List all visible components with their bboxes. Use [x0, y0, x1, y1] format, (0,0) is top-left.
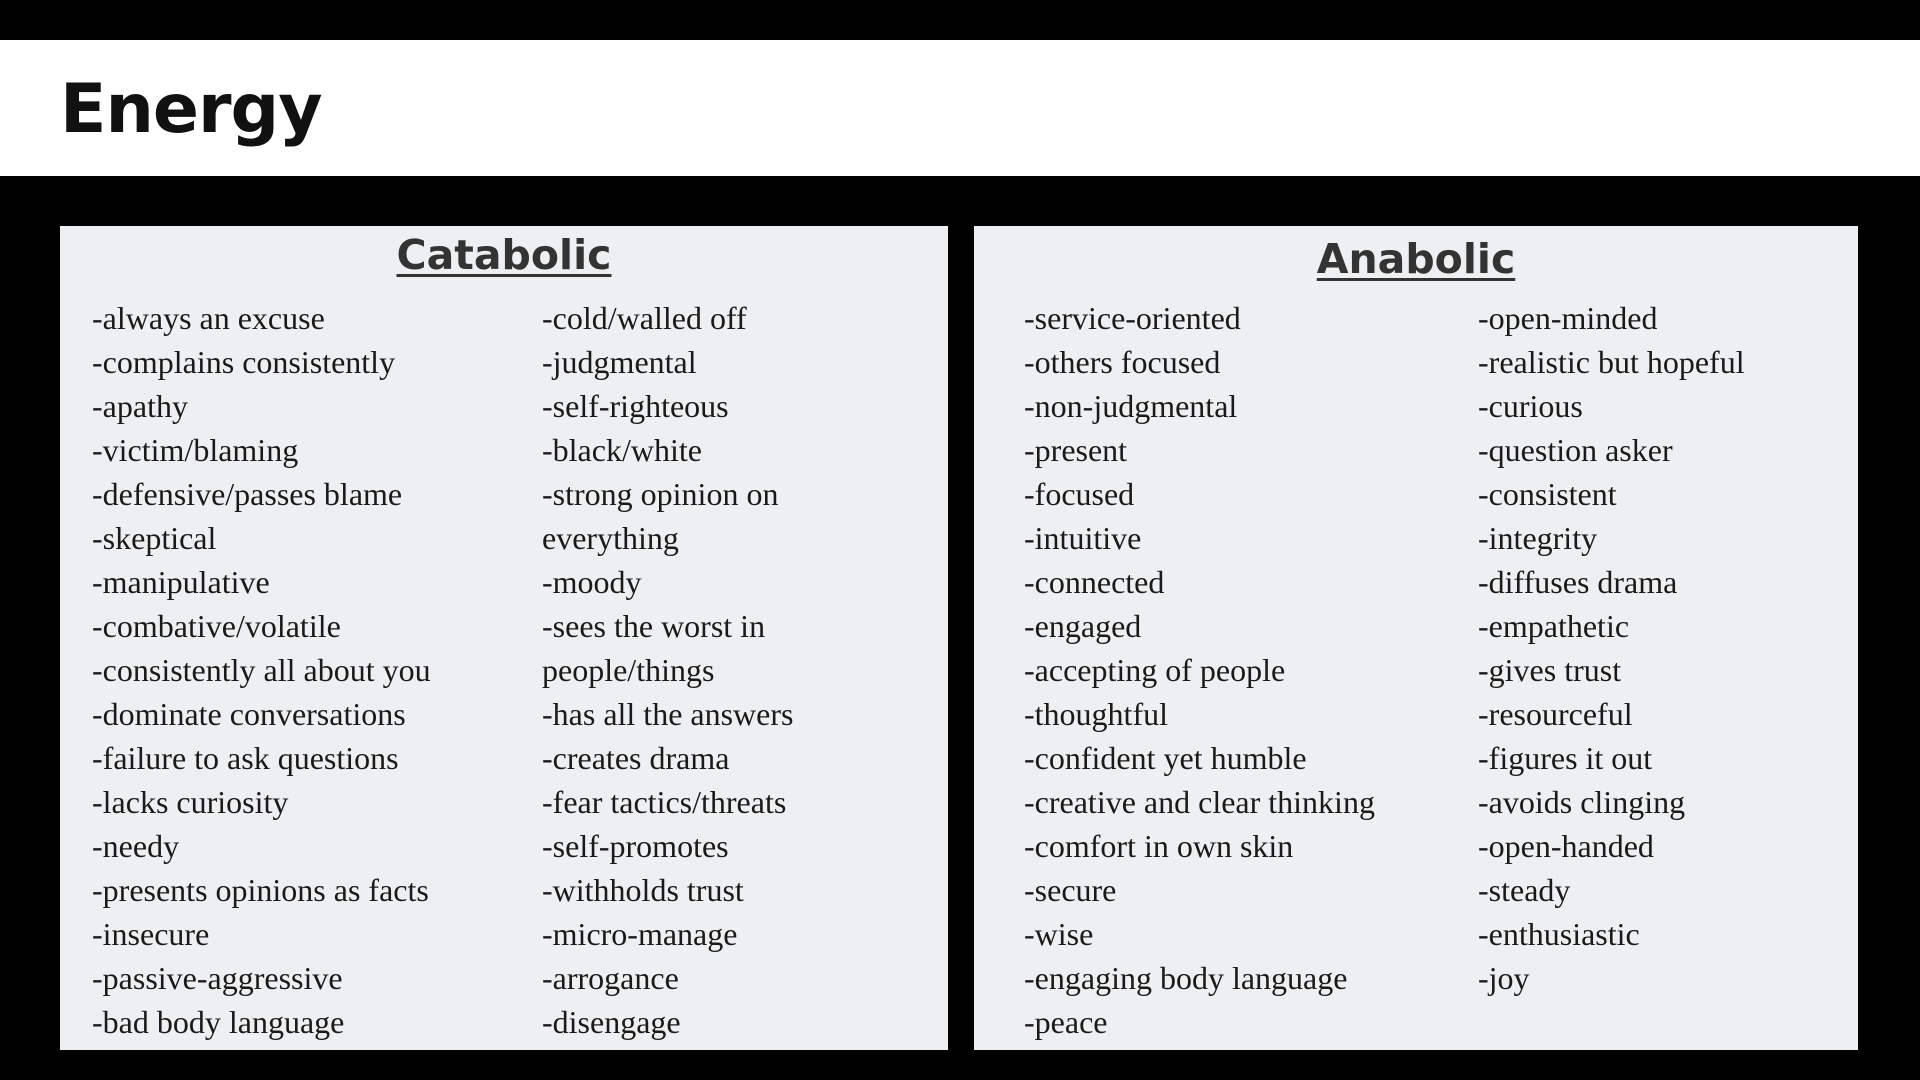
list-item: -needy — [92, 828, 180, 864]
list-item: -complains consistently — [92, 344, 396, 380]
list-item: -connected — [1024, 564, 1165, 600]
list-item: -dominate conversations — [92, 696, 406, 732]
list-item: -self-righteous — [542, 388, 729, 424]
list-item: -open-handed — [1478, 828, 1654, 864]
list-item: -disengage — [542, 1004, 681, 1040]
list-item: -cold/walled off — [542, 300, 747, 336]
list-item: -skeptical — [92, 520, 217, 556]
list-item: -creative and clear thinking — [1024, 784, 1375, 820]
list-item: -defensive/passes blame — [92, 476, 403, 512]
list-item: -apathy — [92, 388, 188, 424]
list-item: people/things — [542, 652, 715, 688]
list-item: -secure — [1024, 872, 1117, 908]
list-item: -present — [1024, 432, 1128, 468]
catabolic-list-column-1 — [92, 296, 522, 1044]
list-item: -black/white — [542, 432, 702, 468]
list-item: -consistent — [1478, 476, 1617, 512]
list-item: -resourceful — [1478, 696, 1633, 732]
list-item: -bad body language — [92, 1004, 345, 1040]
list-item: -avoids clinging — [1478, 784, 1686, 820]
list-item: -question asker — [1478, 432, 1673, 468]
list-item: -joy — [1478, 960, 1530, 996]
list-item: -moody — [542, 564, 642, 600]
list-item: -lacks curiosity — [92, 784, 289, 820]
list-item: -arrogance — [542, 960, 679, 996]
list-item: -creates drama — [542, 740, 730, 776]
list-item: -presents opinions as facts — [92, 872, 429, 908]
list-item: -fear tactics/threats — [542, 784, 787, 820]
list-item: -wise — [1024, 916, 1094, 952]
list-item: -failure to ask questions — [92, 740, 399, 776]
list-item: -insecure — [92, 916, 210, 952]
list-item: -gives trust — [1478, 652, 1622, 688]
anabolic-panel — [974, 226, 1858, 1050]
list-item: -intuitive — [1024, 520, 1142, 556]
list-item: -service-oriented — [1024, 300, 1241, 336]
list-item: everything — [542, 520, 679, 556]
anabolic-list-column-1 — [1024, 296, 1464, 1044]
list-item: -figures it out — [1478, 740, 1653, 776]
list-item: -micro-manage — [542, 916, 738, 952]
list-item: -combative/volatile — [92, 608, 341, 644]
list-item: -passive-aggressive — [92, 960, 343, 996]
list-item: -steady — [1478, 872, 1571, 908]
list-item: -victim/blaming — [92, 432, 299, 468]
list-item: -realistic but hopeful — [1478, 344, 1745, 380]
list-item: -empathetic — [1478, 608, 1630, 644]
list-item: -focused — [1024, 476, 1135, 512]
page-title: Energy — [60, 70, 322, 149]
list-item: -others focused — [1024, 344, 1221, 380]
catabolic-panel — [60, 226, 948, 1050]
list-item: -confident yet humble — [1024, 740, 1307, 776]
list-item: -peace — [1024, 1004, 1108, 1040]
list-item: -comfort in own skin — [1024, 828, 1294, 864]
list-item: -manipulative — [92, 564, 270, 600]
list-item: -sees the worst in — [542, 608, 766, 644]
list-item: -consistently all about you — [92, 652, 431, 688]
list-item: -judgmental — [542, 344, 697, 380]
list-item: -withholds trust — [542, 872, 744, 908]
list-item: -engaged — [1024, 608, 1142, 644]
anabolic-heading: Anabolic — [1316, 235, 1516, 283]
list-item: -strong opinion on — [542, 476, 779, 512]
catabolic-heading: Catabolic — [396, 231, 612, 279]
top-bar — [0, 0, 1920, 40]
list-item: -thoughtful — [1024, 696, 1168, 732]
list-item: -always an excuse — [92, 300, 325, 336]
list-item: -self-promotes — [542, 828, 729, 864]
list-item: -open-minded — [1478, 300, 1658, 336]
catabolic-list-column-2 — [542, 296, 872, 1044]
anabolic-list-column-2 — [1478, 296, 1838, 1000]
title-band — [0, 40, 1920, 176]
list-item: -accepting of people — [1024, 652, 1286, 688]
list-item: -non-judgmental — [1024, 388, 1238, 424]
list-item: -integrity — [1478, 520, 1598, 556]
list-item: -enthusiastic — [1478, 916, 1640, 952]
list-item: -diffuses drama — [1478, 564, 1678, 600]
list-item: -has all the answers — [542, 696, 794, 732]
list-item: -curious — [1478, 388, 1583, 424]
list-item: -engaging body language — [1024, 960, 1348, 996]
